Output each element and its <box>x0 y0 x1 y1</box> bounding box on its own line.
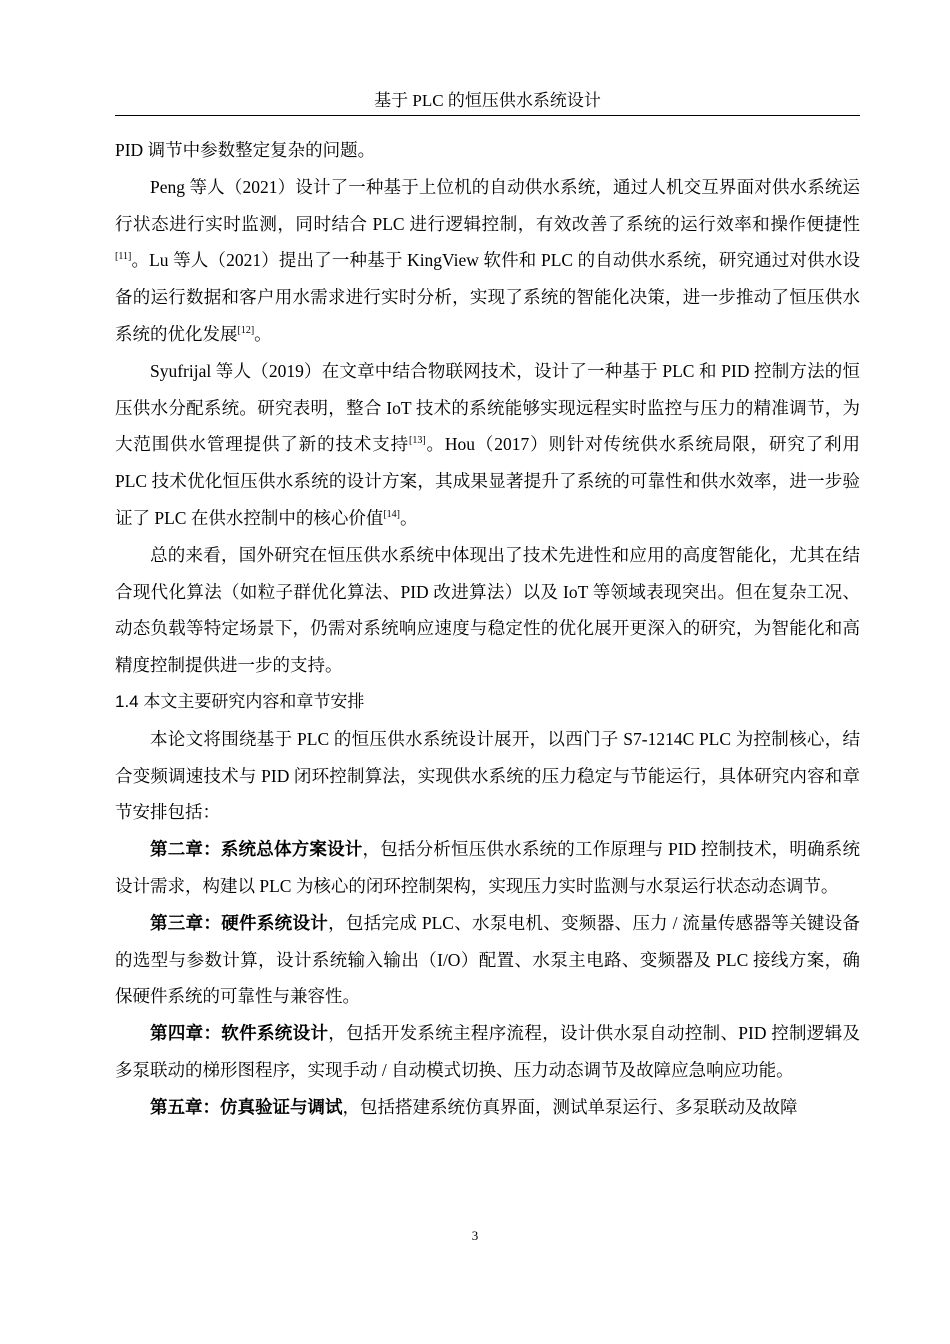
body-text <box>115 132 860 1126</box>
section-heading: 1.4 本文主要研究内容和章节安排 <box>115 691 365 711</box>
chapter-text: ，包括搭建系统仿真界面，测试单泵运行、多泵联动及故障 <box>342 1096 798 1117</box>
paragraph-text: 。 <box>400 507 418 528</box>
paragraph-summary: 总的来看，国外研究在恒压供水系统中体现出了技术先进性和应用的高度智能化，尤其在结合现代化算法（如粒子群优化算法、PID 改进算法）以及 IoT 等领域表现突出。但在复杂工况、动态负载等特定场景下，仍需对系统响应速度与稳定性的优化展开更深入的研究，为智能化和高精度控制提供进一步的支持。 <box>115 544 860 676</box>
chapter-4-item <box>115 1015 860 1089</box>
header-rule <box>115 115 860 116</box>
citation-ref: [14] <box>383 509 401 521</box>
running-header: 基于 PLC 的恒压供水系统设计 <box>374 91 601 110</box>
citation-ref: [13] <box>408 435 426 447</box>
chapter-2-item <box>115 831 860 905</box>
paragraph-peng-lu <box>115 169 860 353</box>
paragraph-continuation: PID 调节中参数整定复杂的问题。 <box>115 140 376 160</box>
paragraph-text: 。Lu 等人（2021）提出了一种基于 KingView 软件和 PLC 的自动供水系统，研究通过对供水设备的运行数据和客户用水需求进行实时分析，实现了系统的智能化决策，进一步推动了恒压供水系统的优化发展 <box>115 250 860 344</box>
paragraph-text: 。Hou（2017）则针对传统供水系统局限，研究了利用 PLC 技术优化恒压供水系统的设计方案，其成果显著提升了系统的可靠性和供水效率，进一步验证了 PLC 在供水控制中的核心价值 <box>115 434 861 528</box>
chapter-lead: 第四章：软件系统设计 <box>150 1023 329 1044</box>
paragraph-text: 。 <box>254 323 272 344</box>
paragraph-text: Peng 等人（2021）设计了一种基于上位机的自动供水系统，通过人机交互界面对供水系统运行状态进行实时监测，同时结合 PLC 进行逻辑控制，有效改善了系统的运行效率和操作便捷性 <box>115 176 860 234</box>
paragraph-text: Syufrijal 等人（2019）在文章中结合物联网技术，设计了一种基于 PLC 和 PID 控制方法的恒压供水分配系统。研究表明，整合 IoT 技术的系统能够实现远程实时监控与压力的精准调节，为大范围供水管理提供了新的技术支持 <box>115 360 860 455</box>
chapter-text: ，包括完成 PLC、水泵电机、变频器、压力 / 流量传感器等关键设备的选型与参数计算，设计系统输入输出（I/O）配置、水泵主电路、变频器及 PLC 接线方案，确保硬件系统的可靠性与兼容性。 <box>115 912 860 1007</box>
chapter-text: ，包括分析恒压供水系统的工作原理与 PID 控制技术，明确系统设计需求，构建以 PLC 为核心的闭环控制架构，实现压力实时监测与水泵运行状态动态调节。 <box>115 839 861 896</box>
chapter-text: ，包括开发系统主程序流程，设计供水泵自动控制、PID 控制逻辑及多泵联动的梯形图程序，实现手动 / 自动模式切换、压力动态调节及故障应急响应功能。 <box>115 1023 861 1080</box>
citation-ref: [12] <box>237 325 255 337</box>
citation-ref: [11] <box>115 251 132 263</box>
page-number: 3 <box>471 1228 479 1243</box>
chapter-lead: 第三章：硬件系统设计 <box>150 912 329 933</box>
paragraph-intro: 本论文将围绕基于 PLC 的恒压供水系统设计展开，以西门子 S7-1214C PLC 为控制核心，结合变频调速技术与 PID 闭环控制算法，实现供水系统的压力稳定与节能运行，具体研究内容和章节安排包括： <box>115 728 860 823</box>
paragraph-syufrijal-hou <box>115 353 860 537</box>
chapter-5-item <box>115 1089 860 1126</box>
chapter-lead: 第二章：系统总体方案设计 <box>150 839 363 860</box>
chapter-lead: 第五章：仿真验证与调试 <box>150 1096 343 1117</box>
chapter-3-item <box>115 905 860 1015</box>
